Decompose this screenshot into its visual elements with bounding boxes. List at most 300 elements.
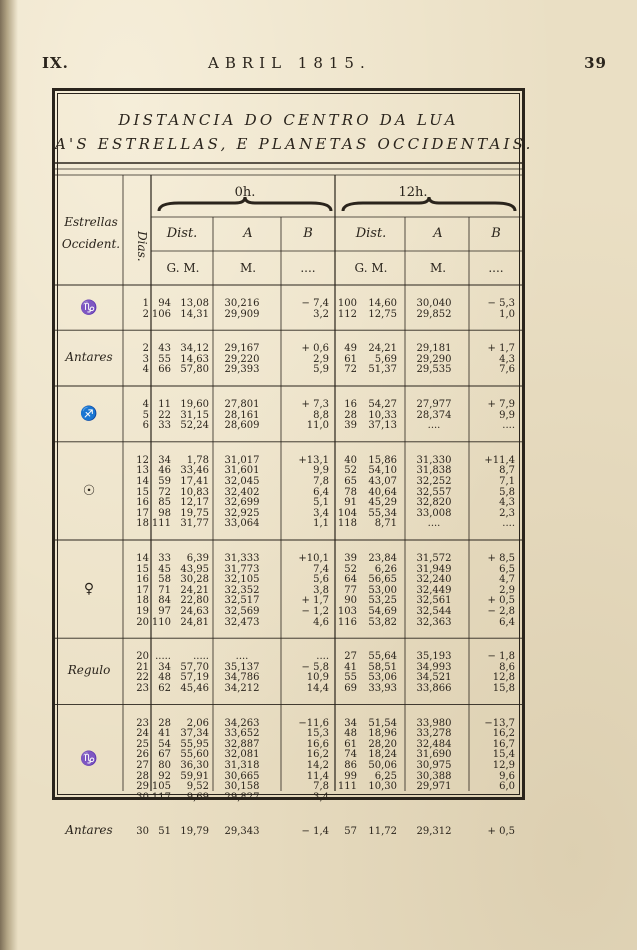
dist-min-0h-cell: 45,46 [180,683,209,694]
dist-min-12h-cell: 53,06 [368,672,397,684]
dist-min-12h-cell: 55,34 [368,507,397,519]
a-0h-cell: 28,161 [224,409,260,421]
dist-min-0h-cell: 19,75 [180,507,209,519]
dist-min-12h-cell: 58,51 [368,661,397,673]
day-cell: 24 [136,728,149,740]
dist-min-0h-cell: 57,80 [180,364,209,376]
dist-min-0h-cell: 9,52 [186,781,209,793]
b-12h-cell: 2,9 [499,584,515,596]
dist-min-0h-cell: 52,24 [180,420,209,432]
dist-deg-12h-cell: 49 [344,343,357,355]
b-12h-cell: + 0,5 [487,595,515,607]
day-cell: 22 [136,672,149,684]
dist-deg-12h-cell: 28 [344,409,357,421]
a-12h-cell: 31,838 [416,465,452,477]
dist-deg-0h-cell: 110 [151,616,171,628]
dist-deg-12h-cell: 39 [344,553,357,564]
dist-min-0h-cell: 43,95 [180,563,209,575]
a-12h-cell: 32,252 [416,476,452,487]
object-label: Regulo [67,663,111,678]
b-12h-cell: 7,6 [499,364,515,376]
b-12h-cell: + 1,7 [487,343,515,355]
a-12h-cell: 32,449 [416,584,452,596]
a-12h-cell: 29,312 [416,826,452,838]
b-12h-cell: 16,2 [492,728,515,740]
b-12h-cell: +11,4 [484,454,515,466]
dist-min-0h-cell: 19,60 [180,399,209,410]
a-0h-cell: 31,318 [224,760,260,771]
b-12h-cell: 15,8 [492,683,515,694]
dist-deg-0h-cell: 41 [158,728,171,740]
a-0h-cell: 32,887 [224,738,260,750]
days-column-header: Dias. [135,230,149,262]
dist-min-0h-cell: 17,41 [180,476,209,487]
dist-min-12h-cell: 54,27 [368,399,397,410]
b-12h-cell: 8,7 [499,465,515,477]
dist-min-0h-cell: 37,34 [180,728,209,740]
a-0h-cell: 34,212 [224,683,260,694]
day-cell: 17 [136,584,149,596]
b-0h-cell: 5,6 [313,574,329,586]
dist-deg-0h-cell: 46 [158,465,171,477]
day-cell: 28 [136,770,149,782]
b-12h-cell: 9,6 [499,770,515,782]
dist-deg-12h-cell: 78 [344,486,357,498]
dist-deg-12h-cell: 55 [344,672,357,684]
object-label: Antares [65,822,113,837]
b-12h-cell: 4,3 [499,353,515,365]
b-0h-cell: 16,6 [306,738,329,750]
a-0h-cell: 32,105 [224,574,260,586]
dist-deg-0h-cell: 72 [158,486,171,498]
b-0h-cell: 5,9 [313,364,329,376]
dist-min-0h-cell: 30,28 [180,574,209,586]
dist-min-12h-cell: 5,69 [374,353,397,365]
day-cell: 2 [142,343,149,355]
dist-min-12h-cell: 33,93 [368,683,397,694]
b-0h-cell: 11,4 [306,770,329,782]
dist-min-0h-cell: 1,78 [186,454,209,466]
dist-min-0h-cell: 33,46 [180,465,209,477]
dist-deg-0h-cell: 98 [158,507,171,519]
dist-deg-12h-cell: 91 [344,497,357,509]
dist-deg-0h-cell: 33 [158,553,171,564]
gm-unit-0h: G. M. [166,261,200,275]
dist-deg-0h-cell: 58 [158,574,171,586]
day-cell: 14 [136,553,149,564]
dist-deg-12h-cell: 103 [337,606,357,617]
dist-deg-12h-cell: .... [344,791,357,803]
b-0h-cell: 14,2 [306,760,329,771]
table-frame [52,88,534,838]
dist-min-0h-cell: 10,83 [180,486,209,498]
dist-deg-12h-cell: 61 [344,353,357,365]
b-12h-cell: 6,5 [499,563,515,575]
day-cell: 30 [136,826,149,838]
dist-min-0h-cell: 6,39 [186,553,209,564]
b-12h-cell: + 0,5 [487,826,515,838]
a-12h-cell: 31,572 [416,553,452,564]
dist-min-12h-cell: 54,10 [368,465,397,477]
b-0h-cell: 7,4 [313,563,329,575]
dist-min-0h-cell: 36,30 [180,760,209,771]
dist-deg-12h-cell: 111 [337,781,357,793]
dist-deg-12h-cell: 52 [344,563,357,575]
b-12h-cell: 16,7 [492,738,515,750]
b-0h-cell: 6,4 [313,486,329,498]
a-12h-cell: .... [427,791,441,803]
dist-deg-12h-cell: 74 [344,749,357,761]
a-12h-cell: 32,484 [416,738,452,750]
day-cell: 5 [142,409,149,421]
b-0h-cell: 16,2 [306,749,329,761]
a-0h-cell: 34,263 [224,717,260,729]
dist-min-0h-cell: 59,91 [180,770,209,782]
b-0h-cell: 3,4 [313,791,329,803]
b-12h-cell: .... [502,791,515,803]
dist-deg-12h-cell: 40 [344,454,357,466]
b-12h-cell: .... [502,518,515,530]
a-0h-cell: 27,801 [224,399,260,410]
dist-deg-12h-cell: 34 [344,717,357,729]
dist-min-12h-cell: 10,33 [368,409,397,421]
b-0h-cell: 8,8 [313,409,329,421]
dist-deg-12h-cell: 104 [337,507,357,519]
b-12h-cell: −13,7 [484,717,515,729]
dist-deg-12h-cell: 57 [344,826,357,838]
a-12h-cell: 27,977 [416,399,452,410]
dist-min-12h-cell: 11,72 [368,826,397,838]
day-cell: 3 [142,353,149,365]
b-0h-cell: + 1,7 [301,595,329,607]
dist-deg-0h-cell: 28 [158,717,171,729]
dist-deg-12h-cell: 61 [344,738,357,750]
dist-min-12h-cell: 56,65 [368,574,397,586]
b-0h-cell: − 1,4 [301,826,329,838]
day-cell: 17 [136,507,149,519]
b-0h-cell: 3,4 [313,507,329,519]
dist-min-12h-cell: 51,37 [368,364,397,376]
dist-deg-0h-cell: 59 [158,476,171,487]
day-cell: 6 [142,420,149,432]
b-12h-cell: − 1,8 [487,651,515,663]
a-12h-cell: 29,535 [416,364,452,376]
day-cell: 15 [136,563,149,575]
a-0h-cell: 34,786 [224,672,260,684]
a-0h-cell: 29,393 [224,364,260,376]
a-0h-cell: 31,333 [224,553,260,564]
dist-min-0h-cell: 22,80 [180,595,209,607]
b-12h-cell: 6,0 [499,781,515,793]
a-0h-cell: 29,909 [224,308,260,320]
a-12h-cell: 31,330 [416,454,452,466]
a-12h-cell: 32,544 [416,606,452,617]
running-title: ABRIL 1815. [208,54,371,72]
b-0h-cell: − 7,4 [301,298,329,309]
a-0h-cell: 30,158 [224,781,260,793]
a-12h-cell: 29,852 [416,308,452,320]
dist-min-12h-cell: 12,75 [368,308,397,320]
dist-header-0h: Dist. [166,226,198,241]
m-unit-12h: M. [429,261,447,275]
day-cell: 21 [136,661,149,673]
b-0h-cell: + 7,3 [301,399,329,410]
dist-min-12h-cell: 18,96 [368,728,397,740]
b-0h-cell: 10,9 [306,672,329,684]
a-0h-cell: 29,220 [224,353,260,365]
dist-min-0h-cell: 14,63 [180,353,209,365]
dist-min-0h-cell: 31,77 [180,518,209,530]
b-0h-cell: + 0,6 [301,343,329,355]
day-cell: 23 [136,717,149,729]
a-0h-cell: 32,473 [224,616,260,628]
dist-deg-0h-cell: 51 [158,826,171,838]
a-12h-cell: 35,193 [416,651,452,663]
b-0h-cell: +13,1 [298,454,329,466]
object-label: ☉ [82,482,96,499]
dist-min-0h-cell: 34,12 [180,343,209,355]
day-cell: 13 [136,465,149,477]
a-12h-cell: .... [427,518,441,530]
dist-deg-12h-cell: 65 [344,476,357,487]
dist-deg-0h-cell: 84 [158,595,171,607]
a-12h-cell: 31,949 [416,563,452,575]
object-label: ♑ [80,299,98,316]
b-12h-cell: 7,1 [499,476,515,487]
dist-deg-12h-cell: 118 [337,518,357,530]
b-0h-cell: 14,4 [306,683,329,694]
book-gutter [0,0,18,950]
b-0h-cell: 4,6 [313,616,329,628]
dist-deg-0h-cell: ..... [155,651,171,663]
dist-min-12h-cell: 53,82 [368,616,397,628]
dist-min-0h-cell: 13,08 [180,298,209,309]
dist-min-0h-cell: 24,81 [180,616,209,628]
a-0h-cell: 30,665 [224,770,260,782]
a-12h-cell: .... [427,420,441,432]
table-title-line-1: DISTANCIA DO CENTRO DA LUA [118,111,459,129]
a-12h-cell: 33,980 [416,717,452,729]
b-0h-cell: 15,3 [306,728,329,740]
dist-deg-12h-cell: 48 [344,728,357,740]
b-0h-cell: 2,9 [313,353,329,365]
a-0h-cell: 33,064 [224,518,260,530]
dist-deg-12h-cell: 52 [344,465,357,477]
dist-min-0h-cell: 24,63 [180,606,209,617]
dist-deg-12h-cell: 99 [344,770,357,782]
b-12h-cell: 12,8 [492,672,515,684]
dist-min-0h-cell: 57,19 [180,672,209,684]
b-12h-cell: 5,8 [499,486,515,498]
a-12h-cell: 34,993 [416,661,452,673]
a-0h-cell: 32,925 [224,507,260,519]
b-0h-cell: 1,1 [313,518,329,530]
dist-deg-0h-cell: 92 [158,770,171,782]
a-header-0h: A [243,226,253,241]
a-0h-cell: 31,601 [224,465,260,477]
dist-min-12h-cell: 43,07 [368,476,397,487]
dist-deg-0h-cell: 34 [158,454,171,466]
b-12h-cell: + 7,9 [487,399,515,410]
dist-deg-12h-cell: 72 [344,364,357,376]
dist-deg-12h-cell: 77 [344,584,357,596]
b-0h-cell: +10,1 [298,553,329,564]
dist-deg-0h-cell: 22 [158,409,171,421]
a-header-12h: A [433,226,443,241]
dist-deg-0h-cell: 111 [151,518,171,530]
b-0h-cell: −11,6 [298,717,329,729]
dist-min-12h-cell: 53,00 [368,584,397,596]
a-12h-cell: 30,040 [416,298,452,309]
dist-deg-0h-cell: 48 [158,672,171,684]
table-title-line-2: A'S ESTRELLAS, E PLANETAS OCCIDENTAIS. [55,135,534,153]
dist-min-12h-cell: 14,60 [368,298,397,309]
a-0h-cell: 32,517 [224,595,260,607]
dist-deg-12h-cell: 100 [337,298,357,309]
day-cell: 16 [136,497,149,509]
dist-deg-0h-cell: 67 [158,749,171,761]
b-header-12h: B [491,226,501,241]
stars-column-header: Estrellas Occident. [61,215,121,251]
dist-deg-12h-cell: 112 [337,308,357,320]
day-cell: 15 [136,486,149,498]
a-12h-cell: 33,008 [416,507,452,519]
a-12h-cell: 33,278 [416,728,452,740]
dist-deg-0h-cell: 94 [158,298,171,309]
dist-deg-12h-cell: 39 [344,420,357,432]
a-0h-cell: 31,017 [224,454,260,466]
dist-min-12h-cell: 54,69 [368,606,397,617]
a-0h-cell: .... [235,651,249,663]
a-12h-cell: 31,690 [416,749,452,761]
a-0h-cell: 33,652 [224,728,260,740]
dist-deg-12h-cell: 90 [344,595,357,607]
b-header-0h: B [303,226,313,241]
dist-min-0h-cell: 2,06 [186,717,209,729]
b-0h-cell: 11,0 [306,420,329,432]
dist-deg-0h-cell: 43 [158,343,171,355]
b-0h-cell: 7,8 [313,476,329,487]
dist-deg-12h-cell: 86 [344,760,357,771]
object-label: ♐ [80,405,98,422]
b-12h-cell: − 5,3 [487,298,515,309]
day-cell: 18 [136,518,149,530]
dist-min-12h-cell: 24,21 [368,343,397,355]
day-cell: 18 [136,595,149,607]
b-0h-cell: 7,8 [313,781,329,793]
dist-min-0h-cell: ..... [193,651,209,663]
a-0h-cell: 32,569 [224,606,260,617]
page-number: 39 [584,54,607,72]
b-12h-cell: 2,3 [499,507,515,519]
dist-min-0h-cell: 55,60 [180,749,209,761]
a-12h-cell: 32,240 [416,574,452,586]
dist-header-12h: Dist. [355,226,387,241]
b-0h-cell: − 5,8 [301,661,329,673]
b-12h-cell: 1,0 [499,308,515,320]
a-0h-cell: 32,045 [224,476,260,487]
a-12h-cell: 30,975 [416,760,452,771]
dist-deg-0h-cell: 55 [158,353,171,365]
object-label: ♀ [83,581,95,598]
a-12h-cell: 29,290 [416,353,452,365]
dist-deg-0h-cell: 97 [158,606,171,617]
hour-0-header: 0h. [234,185,256,200]
day-cell: 4 [142,399,149,410]
b-12h-cell: 8,6 [499,661,515,673]
dist-min-12h-cell: 28,20 [368,738,397,750]
b-12h-cell: 4,3 [499,497,515,509]
gm-unit-12h: G. M. [354,261,388,275]
day-cell: 1 [142,298,149,309]
dist-min-12h-cell: 40,64 [368,486,397,498]
day-cell: 20 [136,616,149,628]
dist-min-12h-cell: 18,24 [368,749,397,761]
a-0h-cell: 28,609 [224,420,260,432]
day-cell: 14 [136,476,149,487]
day-cell: 16 [136,574,149,586]
dist-deg-0h-cell: 34 [158,661,171,673]
dist-min-0h-cell: 31,15 [180,409,209,421]
b-0h-cell: 5,1 [313,497,329,509]
dist-deg-12h-cell: 16 [344,399,357,410]
dist-min-12h-cell: 8,71 [374,518,397,530]
dist-min-12h-cell: 45,29 [368,497,397,509]
hour-12-header: 12h. [398,185,428,200]
dist-deg-0h-cell: 11 [158,399,171,410]
dist-deg-0h-cell: 117 [151,791,171,803]
dist-deg-0h-cell: 45 [158,563,171,575]
a-12h-cell: 30,388 [416,770,452,782]
a-12h-cell: 29,971 [416,781,452,793]
dist-min-12h-cell: 6,26 [374,563,397,575]
b-unit-12h: .... [488,261,504,275]
b-12h-cell: − 2,8 [487,606,515,617]
day-cell: 23 [136,683,149,694]
b-0h-cell: − 1,2 [301,606,329,617]
dist-min-12h-cell: 23,84 [368,553,397,564]
day-cell: 2 [142,308,149,320]
b-12h-cell: .... [502,420,515,432]
dist-min-0h-cell: 24,21 [180,584,209,596]
dist-deg-12h-cell: 27 [344,651,357,663]
dist-min-12h-cell: 15,86 [368,454,397,466]
day-cell: 12 [136,454,149,466]
a-0h-cell: 29,343 [224,826,260,838]
a-12h-cell: 34,521 [416,672,452,684]
dist-min-0h-cell: 55,95 [180,738,209,750]
object-label: Antares [65,350,113,365]
day-cell: 27 [136,760,149,771]
a-0h-cell: 31,773 [224,563,260,575]
a-12h-cell: 32,363 [416,616,452,628]
dist-deg-0h-cell: 62 [158,683,171,694]
b-unit-0h: .... [300,261,316,275]
dist-min-0h-cell: 57,70 [180,661,209,673]
b-12h-cell: 4,7 [499,574,515,586]
b-12h-cell: 12,9 [492,760,515,771]
day-cell: 26 [136,749,149,761]
a-0h-cell: 30,216 [224,298,260,309]
dist-min-12h-cell: 51,54 [368,717,397,729]
b-12h-cell: 6,4 [499,616,515,628]
dist-deg-12h-cell: 64 [344,574,357,586]
b-0h-cell: 9,9 [313,465,329,477]
dist-deg-12h-cell: 116 [337,616,357,628]
a-0h-cell: 32,081 [224,749,260,761]
dist-deg-12h-cell: 41 [344,661,357,673]
dist-min-12h-cell: 53,25 [368,595,397,607]
